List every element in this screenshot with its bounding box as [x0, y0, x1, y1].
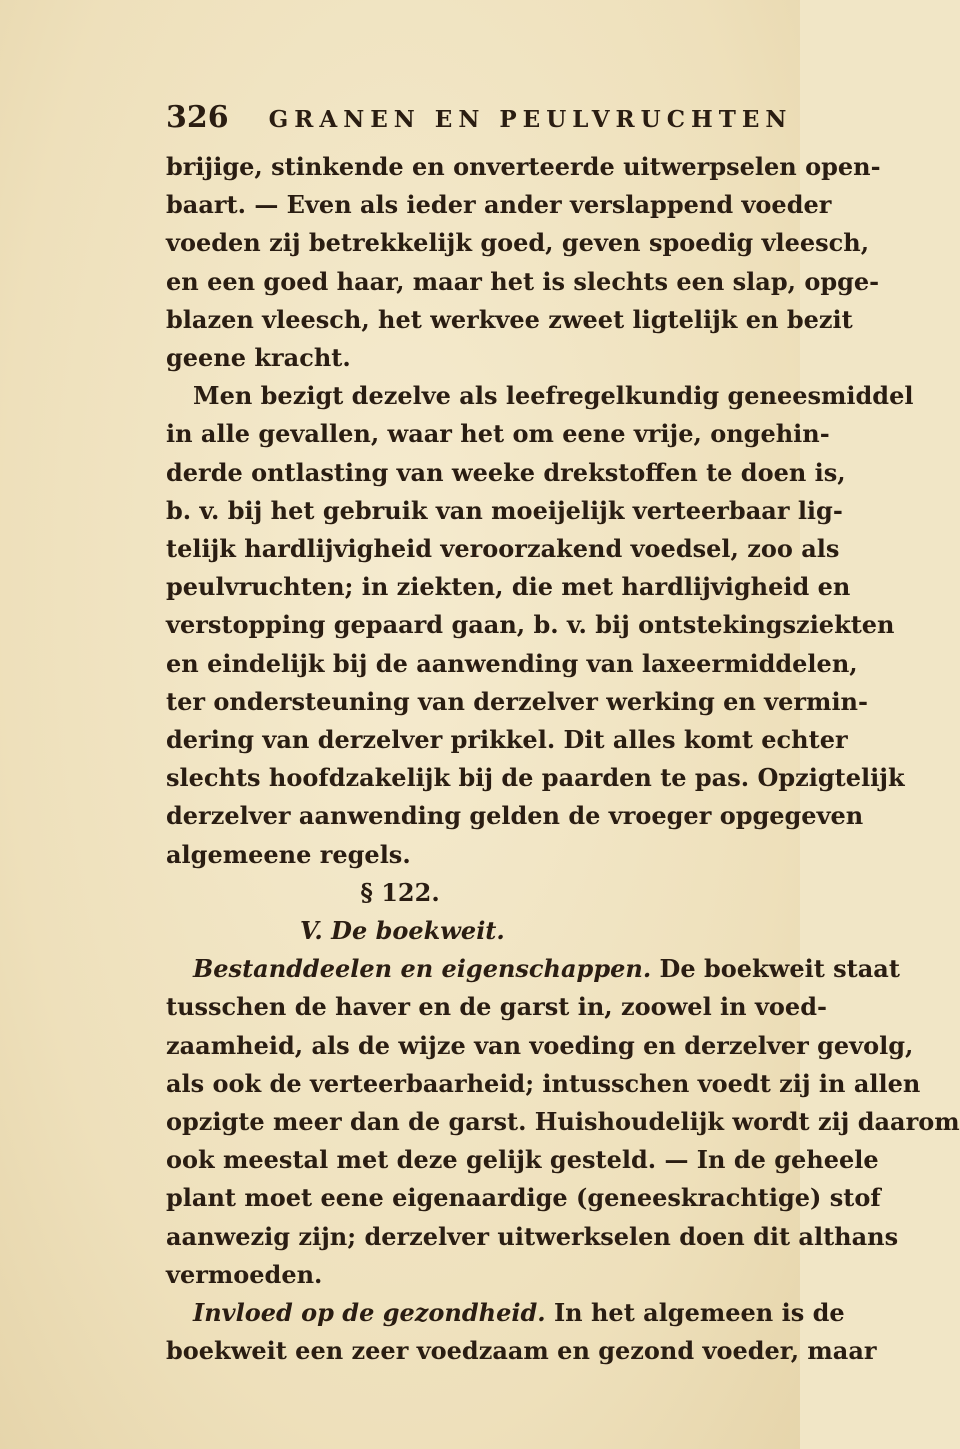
text-line: derzelver aanwending gelden de vroeger opgegeven [166, 801, 864, 831]
text-line: dering van derzelver prikkel. Dit alles komt echter [166, 725, 848, 754]
text-line: en eindelijk bij de aanwending van laxeermiddelen, [166, 648, 858, 678]
text-line: ter ondersteuning van derzelver werking en vermin- [166, 686, 868, 716]
text-line: peulvruchten; in ziekten, die met hardlijvigheid en [166, 572, 851, 602]
text-line: zaamheid, als de wijze van voeding en derzelver gevolg, [166, 1030, 914, 1060]
lead-rest: In het algemeen is de [545, 1298, 845, 1327]
text-line [0, 950, 900, 988]
text-line: baart. — Even als ieder ander verslappend voeder [166, 190, 832, 220]
text-line: voeden zij betrekkelijk goed, geven spoedig vleesch, [166, 228, 870, 258]
text-line: Men bezigt dezelve als leefregelkundig geneesmiddel [193, 381, 914, 411]
text-line: als ook de verteerbaarheid; intusschen voedt zij in allen [166, 1068, 921, 1098]
paragraph-lead [193, 1294, 845, 1332]
text-line: opzigte meer dan de garst. Huishoudelijk wordt zij daarom [166, 1107, 960, 1136]
text-line: algemeene regels. [166, 839, 411, 869]
section-number: § 122. [360, 877, 440, 907]
text-line: en een goed haar, maar het is slechts een slap, opge- [166, 266, 880, 296]
text-line: telijk hardlijvigheid veroorzakend voedsel, zoo als [166, 534, 840, 563]
text-line: slechts hoofdzakelijk bij de paarden te pas. Opzigtelijk [166, 763, 905, 793]
text-line: boekweit een zeer voedzaam en gezond voeder, maar [166, 1336, 877, 1366]
text-line: verstopping gepaard gaan, b. v. bij ontstekingsziekten [166, 610, 895, 640]
section-title: V. De boekweit. [300, 916, 505, 945]
text-line: blazen vleesch, het werkvee zweet ligtelijk en bezit [166, 304, 853, 334]
text-line [0, 1294, 845, 1332]
italic-lead: Bestanddeelen en eigenschappen. [193, 954, 652, 984]
text-line: tusschen de haver en de garst in, zoowel in voed- [166, 992, 827, 1022]
text-line: b. v. bij het gebruik van moeijelijk verteerbaar lig- [166, 495, 843, 525]
text-line: in alle gevallen, waar het om eene vrije, ongehin- [166, 419, 830, 449]
italic-lead: Invloed op de gezondheid. [193, 1298, 546, 1327]
text-line: vermoeden. [166, 1259, 323, 1289]
text-line: ook meestal met deze gelijk gesteld. — In de geheele [166, 1145, 879, 1175]
text-line: plant moet eene eigenaardige (geneeskrachtige) stof [166, 1183, 881, 1213]
lead-rest: De boekweit staat [651, 954, 900, 984]
text-line: derde ontlasting van weeke drekstoffen te doen is, [166, 457, 846, 487]
paragraph-lead [193, 950, 900, 988]
text-line: brijige, stinkende en onverteerde uitwerpselen open- [166, 152, 881, 181]
text-line: geene kracht. [166, 343, 351, 372]
page-header [166, 100, 793, 140]
running-head: GRANEN EN PEULVRUCHTEN [268, 106, 793, 133]
text-line: aanwezig zijn; derzelver uitwerkselen doen dit althans [166, 1221, 899, 1251]
page-number: 326 [166, 100, 229, 135]
